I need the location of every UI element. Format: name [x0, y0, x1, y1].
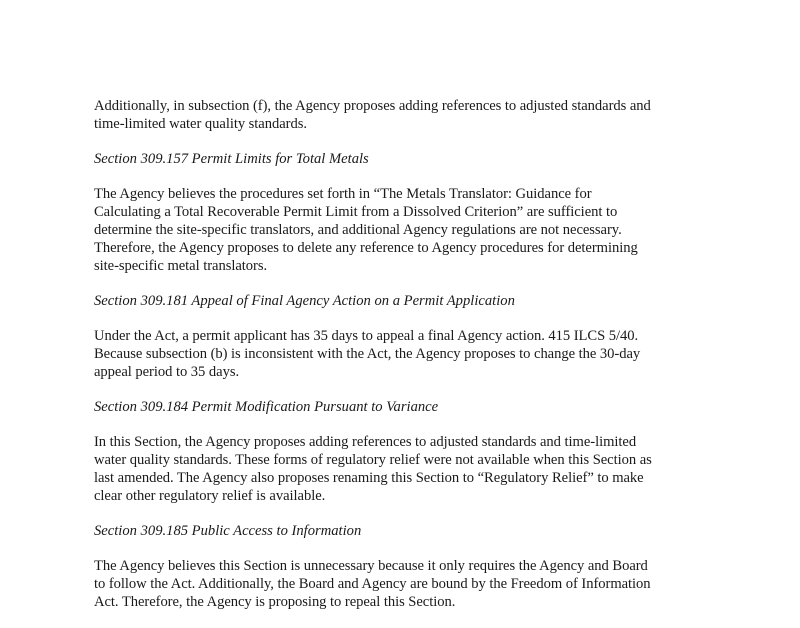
paragraph-subsection-f [94, 97, 710, 133]
text-line: Therefore, the Agency proposes to delete any reference to Agency procedures for determining [94, 240, 638, 256]
paragraph-metals-translator [94, 185, 710, 275]
text-line: Calculating a Total Recoverable Permit Limit from a Dissolved Criterion” are sufficient to [94, 204, 618, 220]
text-line: water quality standards. These forms of regulatory relief were not available when this Section as [94, 452, 652, 468]
text-line: determine the site-specific translators, and additional Agency regulations are not necessary. [94, 222, 622, 238]
text-line: In this Section, the Agency proposes adding references to adjusted standards and time-limited [94, 434, 637, 450]
text-line: time-limited water quality standards. [94, 116, 307, 132]
text-line: appeal period to 35 days. [94, 364, 240, 380]
text-line: The Agency believes the procedures set forth in “The Metals Translator: Guidance for [94, 186, 592, 202]
section-heading-309-181: Section 309.181 Appeal of Final Agency Action on a Permit Application [94, 293, 515, 309]
text-line: to follow the Act. Additionally, the Board and Agency are bound by the Freedom of Information [94, 576, 651, 592]
text-line: clear other regulatory relief is available. [94, 488, 326, 504]
text-line: The Agency believes this Section is unnecessary because it only requires the Agency and Board [94, 558, 648, 574]
section-heading-309-185: Section 309.185 Public Access to Information [94, 523, 362, 539]
document-page [94, 97, 710, 628]
text-line: Because subsection (b) is inconsistent with the Act, the Agency proposes to change the 30-day [94, 346, 641, 362]
paragraph-public-access [94, 557, 710, 611]
section-heading-309-184: Section 309.184 Permit Modification Pursuant to Variance [94, 399, 439, 415]
text-line: site-specific metal translators. [94, 258, 268, 274]
text-line: last amended. The Agency also proposes renaming this Section to “Regulatory Relief” to make [94, 470, 644, 486]
section-heading-309-157: Section 309.157 Permit Limits for Total Metals [94, 151, 369, 167]
text-line: Additionally, in subsection (f), the Agency proposes adding references to adjusted standards and [94, 98, 651, 114]
paragraph-appeal-period [94, 327, 710, 381]
paragraph-regulatory-relief [94, 433, 710, 505]
text-line: Under the Act, a permit applicant has 35 days to appeal a final Agency action. 415 ILCS 5/40. [94, 328, 639, 344]
text-line: Act. Therefore, the Agency is proposing to repeal this Section. [94, 594, 456, 610]
